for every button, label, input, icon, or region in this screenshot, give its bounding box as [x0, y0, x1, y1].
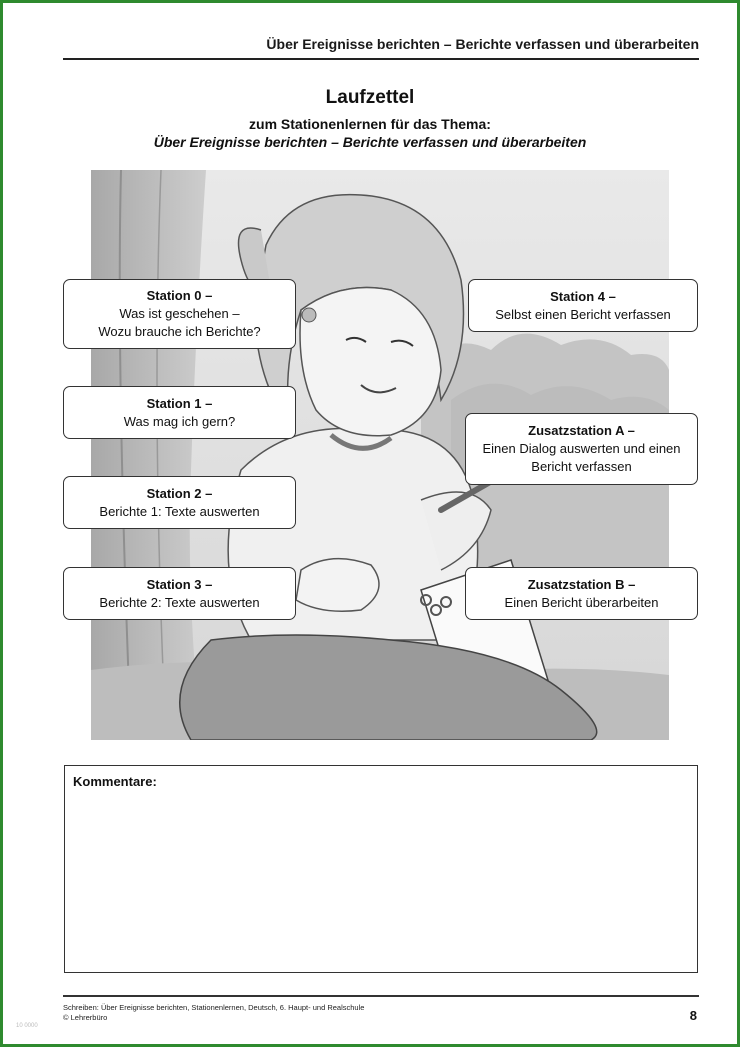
station-3-card	[63, 567, 296, 620]
zusatzstation-a-line1: Einen Dialog auswerten und einen	[482, 441, 681, 456]
worksheet-page	[3, 3, 737, 1044]
header-title: Über Ereignisse berichten – Berichte verfassen und überarbeiten	[266, 36, 699, 52]
zusatzstation-a-line2: Bericht verfassen	[531, 459, 632, 474]
footer-credits	[63, 1003, 364, 1023]
station-1-line1: Was mag ich gern?	[123, 413, 236, 429]
station-0-line2: Wozu brauche ich Berichte?	[98, 324, 261, 339]
station-2-line1: Berichte 1: Texte auswerten	[99, 503, 260, 519]
zusatzstation-b-card	[465, 567, 698, 620]
zusatzstation-b-title: Zusatzstation B –	[527, 576, 636, 592]
station-0-line1: Was ist geschehen –	[119, 306, 240, 321]
page-topic: Über Ereignisse berichten – Berichte verfassen und überarbeiten	[153, 134, 587, 150]
page-subtitle: zum Stationenlernen für das Thema:	[249, 116, 491, 132]
zusatzstation-b-line1: Einen Bericht überarbeiten	[504, 594, 659, 610]
station-2-card	[63, 476, 296, 529]
comments-box[interactable]	[64, 765, 698, 973]
station-2-title: Station 2 –	[146, 485, 213, 501]
station-0-card	[63, 279, 296, 349]
station-4-line1: Selbst einen Bericht verfassen	[495, 306, 671, 322]
footer-source: Schreiben: Über Ereignisse berichten, Stationenlernen, Deutsch, 6. Haupt- und Realschule	[63, 1003, 365, 1012]
footer-divider	[63, 995, 699, 997]
station-1-title: Station 1 –	[146, 395, 213, 411]
station-0-title: Station 0 –	[146, 288, 213, 303]
station-3-title: Station 3 –	[146, 576, 213, 592]
footer-copyright: © Lehrerbüro	[63, 1013, 108, 1022]
station-4-card	[468, 279, 698, 332]
comments-label: Kommentare:	[73, 774, 157, 789]
page-number: 8	[689, 1008, 697, 1023]
zusatzstation-a-card	[465, 413, 698, 485]
page-title: Laufzettel	[325, 87, 415, 108]
zusatzstation-a-title: Zusatzstation A –	[528, 423, 635, 438]
header-divider	[63, 58, 699, 60]
watermark: 10 0000	[16, 1023, 38, 1029]
station-3-line1: Berichte 2: Texte auswerten	[99, 594, 260, 610]
station-4-title: Station 4 –	[550, 288, 616, 304]
station-1-card	[63, 386, 296, 439]
